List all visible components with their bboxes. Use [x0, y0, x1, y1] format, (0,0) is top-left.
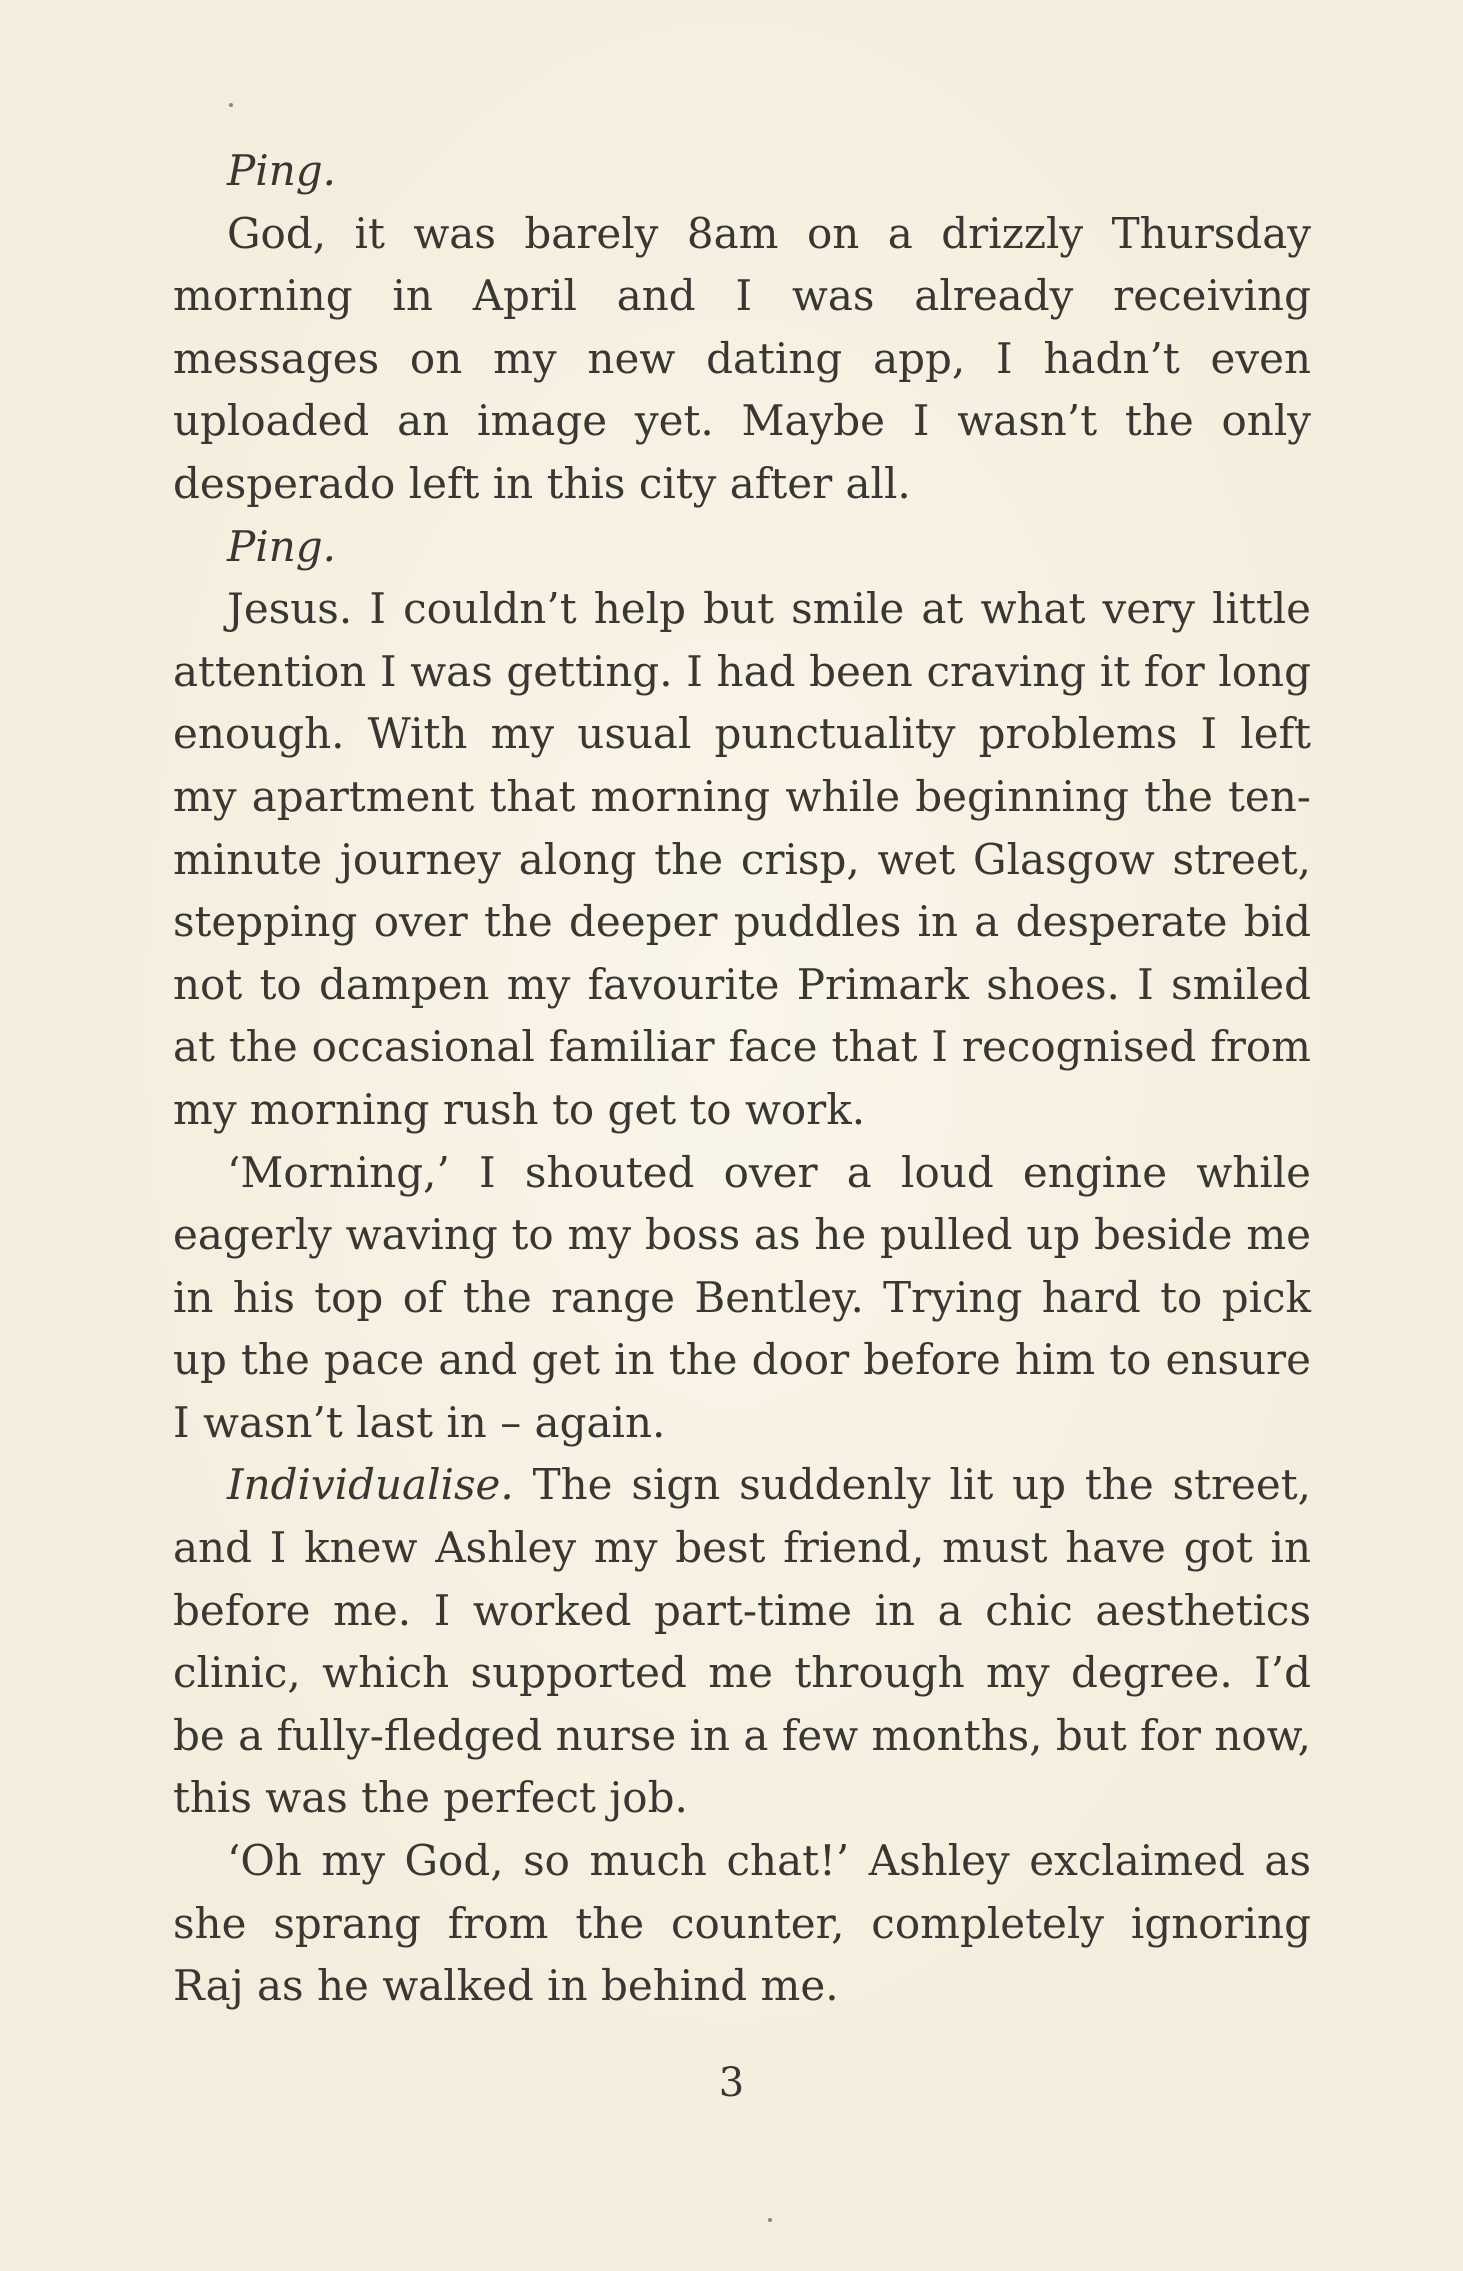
paragraph-text: Jesus. I couldn’t help but smile at what very little attention I was getting. I had been craving it for long enough. With my usual punctuality problems I left my apartment that morning while beginning the ten-minute journey along the crisp, wet Glasgow street, stepping over the deeper puddles in a desperate bid not to dampen my favourite Primark shoes. I smiled at the occasional familiar face that I recognised from my morning rush to get to work. — [173, 584, 1311, 1134]
paper-speck — [229, 103, 233, 107]
paragraph — [173, 516, 1311, 579]
paragraph — [173, 203, 1311, 516]
paragraph-text: God, it was barely 8am on a drizzly Thursday morning in April and I was already receiving messages on my new dating app, I hadn’t even uploaded an image yet. Maybe I wasn’t the only desperado left in this city after all. — [173, 208, 1311, 508]
paragraph — [173, 140, 1311, 203]
paragraph-text: ‘Morning,’ I shouted over a loud engine while eagerly waving to my boss as he pulled up beside me in his top of the range Bentley. Trying hard to pick up the pace and get in the door before him to ensure I wasn’t last in – again. — [173, 1147, 1311, 1447]
page-number: 3 — [718, 2060, 745, 2106]
paragraph-text: ‘Oh my God, so much chat!’ Ashley exclaimed as she sprang from the counter, completely ignoring Raj as he walked in behind me. — [173, 1836, 1311, 2011]
body-text — [173, 140, 1311, 2018]
paragraph — [173, 1830, 1311, 2018]
paper-speck — [768, 2218, 772, 2222]
paragraph-italic: Ping. — [227, 521, 336, 571]
paragraph-italic: Ping. — [227, 146, 336, 195]
paragraph — [173, 1142, 1311, 1455]
paragraph-italic: Individualise. — [227, 1460, 514, 1510]
paragraph — [173, 578, 1311, 1141]
paragraph-text: The sign suddenly lit up the street, and I knew Ashley my best friend, must have got in before me. I worked part-time in a chic aesthetics clinic, which supported me through my degree. I’d be a fully-fledged nurse in a few months, but for now, this was the perfect job. — [173, 1460, 1311, 1823]
paragraph — [173, 1454, 1311, 1830]
